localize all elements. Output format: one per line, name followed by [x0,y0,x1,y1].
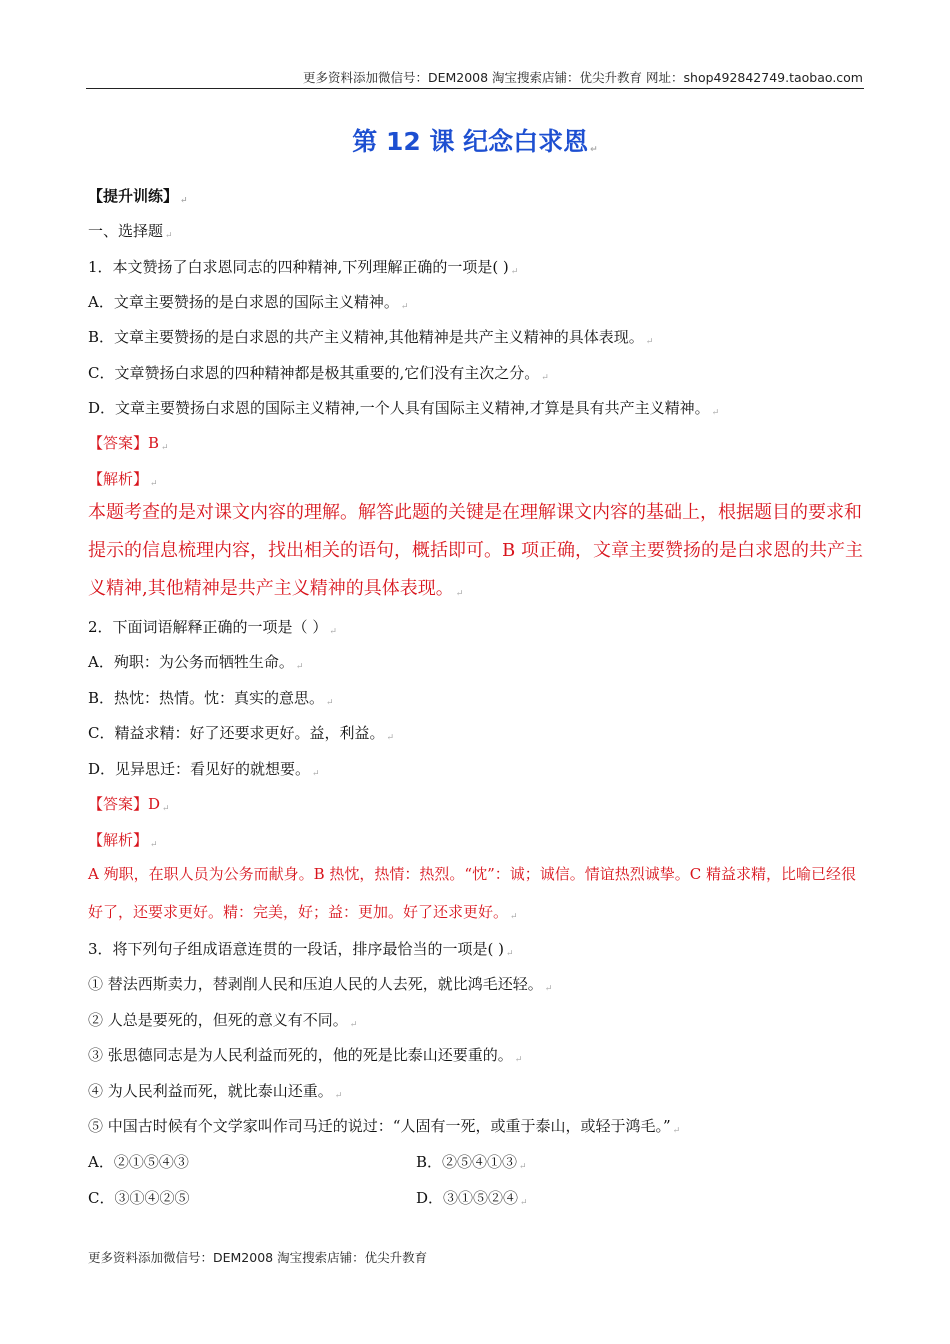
header-note: 更多资料添加微信号：DEM2008 淘宝搜索店铺：优尖升教育 网址：shop492842749.taobao.com [302,70,863,85]
q2-stem: 2．下面词语解释正确的一项是（ ） ↵ [88,616,337,637]
q3-option-a: A．②①⑤④③ [88,1153,189,1171]
q3-option-d: D．③①⑤②④ ↵ [416,1187,528,1208]
q2-analysis-text: A 殉职，在职人员为公务而献身。B 热忱，热情：热烈。“忱”：诚；诚信。情谊热烈诚挚。C 精益求精，比喻已经很好了，还要求更好。精：完美，好；益：更加。好了还求更好。 ↵ [88,855,863,936]
q2-option-a: A．殉职：为公务而牺牲生命。 ↵ [88,651,303,672]
q3-option-c: C．③①④②⑤ [88,1189,190,1207]
q3-sentence-4: ④ 为人民利益而死，就比泰山还重。 ↵ [88,1080,342,1101]
q3-option-b: B．②⑤④①③ ↵ [416,1151,527,1172]
q1-option-d: D．文章主要赞扬白求恩的国际主义精神,一个人具有国际主义精神,才算是具有共产主义精神。 ↵ [88,397,719,418]
q1-analysis-label: 【解析】 ↵ [88,468,158,489]
q1-option-a: A．文章主要赞扬的是白求恩的国际主义精神。 ↵ [88,291,408,312]
q2-option-c: C．精益求精：好了还要求更好。益，利益。 ↵ [88,722,394,743]
q3-sentence-2: ② 人总是要死的，但死的意义有不同。 ↵ [88,1009,357,1030]
q2-answer: 【答案】D ↵ [88,793,170,814]
q3-sentence-3: ③ 张思德同志是为人民利益而死的，他的死是比泰山还要重的。 ↵ [88,1044,522,1065]
q2-analysis-label: 【解析】 ↵ [88,829,158,850]
q1-answer: 【答案】B ↵ [88,432,169,453]
q3-sentence-5: ⑤ 中国古时候有个文学家叫作司马迁的说过：“人固有一死，或重于泰山，或轻于鸿毛。” ↵ [88,1115,680,1136]
q2-option-d: D．见异思迁：看见好的就想要。 ↵ [88,758,320,779]
q1-option-b: B．文章主要赞扬的是白求恩的共产主义精神,其他精神是共产主义精神的具体表现。 ↵ [88,326,653,347]
part-heading: 一、选择题 ↵ [88,220,173,241]
q2-option-b: B．热忱：热情。忱：真实的意思。 ↵ [88,687,334,708]
q3-stem: 3．将下列句子组成语意连贯的一段话，排序最恰当的一项是( ) ↵ [88,938,514,959]
footer-note: 更多资料添加微信号：DEM2008 淘宝搜索店铺：优尖升教育 [88,1250,428,1265]
q1-analysis-text: 本题考查的是对课文内容的理解。解答此题的关键是在理解课文内容的基础上，根据题目的要求和提示的信息梳理内容，找出相关的语句，概括即可。B 项正确，文章主要赞扬的是白求恩的共产主义精神,其他精神是共产主义精神的具体表现。 ↵ [88,494,863,613]
header-divider [86,88,864,89]
q3-sentence-1: ① 替法西斯卖力，替剥削人民和压迫人民的人去死，就比鸿毛还轻。 ↵ [88,973,552,994]
page-title: 第 12 课 纪念白求恩 ↵ [0,122,950,158]
section-heading: 【提升训练】 ↵ [88,185,188,206]
q1-option-c: C．文章赞扬白求恩的四种精神都是极其重要的,它们没有主次之分。 ↵ [88,362,549,383]
q1-stem: 1．本文赞扬了白求恩同志的四种精神,下列理解正确的一项是( ) ↵ [88,256,518,277]
